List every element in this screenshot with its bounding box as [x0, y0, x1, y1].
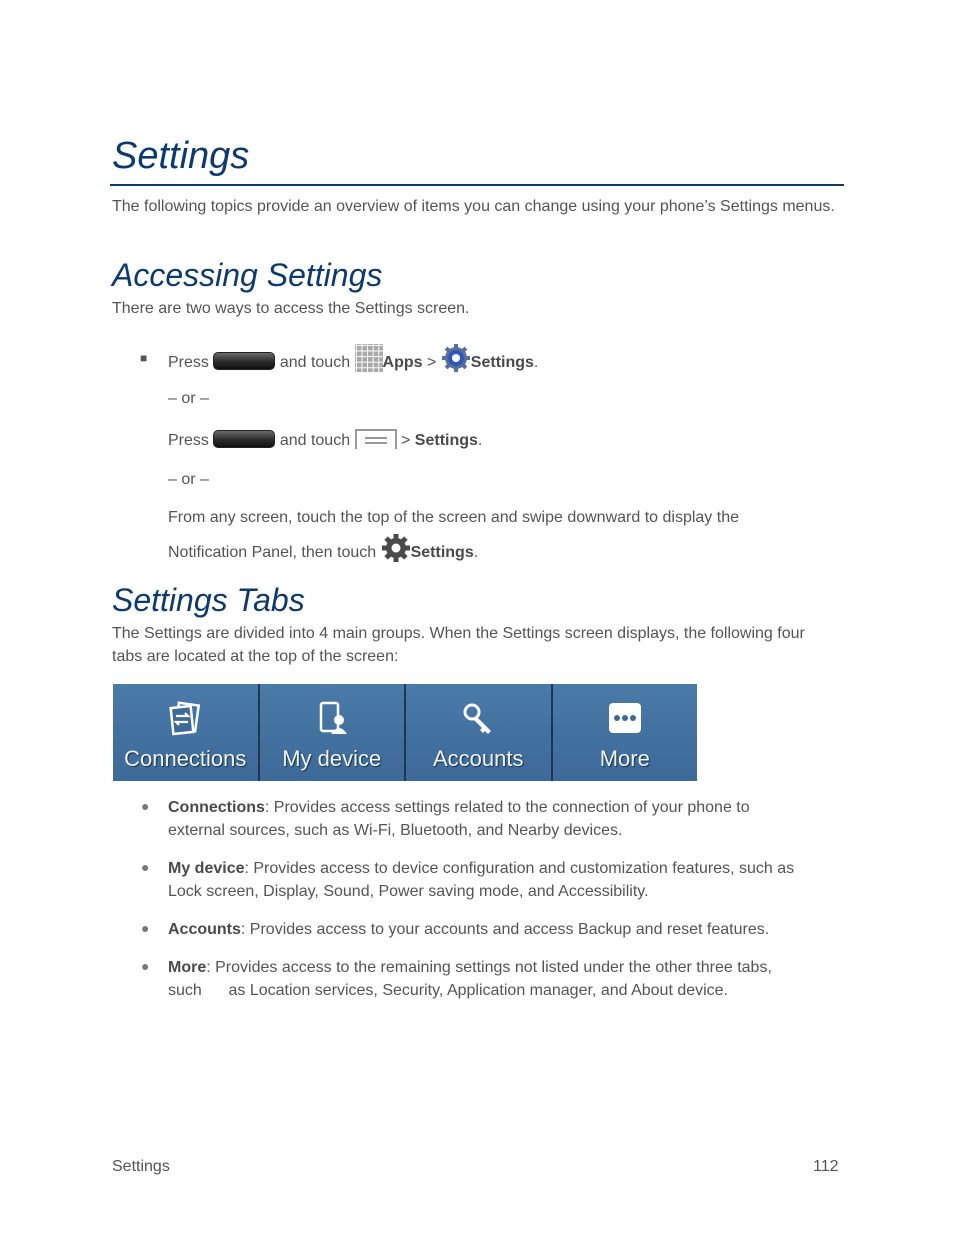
settings-label: Settings [414, 432, 478, 449]
home-key-icon [213, 352, 275, 370]
step-apps-settings [168, 343, 538, 379]
menu-key-icon [355, 429, 397, 449]
tab-my-device [260, 684, 407, 781]
footer-page-number: 112 [813, 1158, 839, 1175]
tab-label: My device [282, 746, 382, 771]
list-item-more [168, 957, 772, 979]
connections-icon [165, 698, 205, 738]
settings-tab-bar [113, 684, 697, 781]
my-device-icon [312, 698, 352, 738]
or-separator-2: – or – [168, 471, 209, 488]
apps-grid-icon [355, 344, 383, 372]
settings-label: Settings [470, 354, 534, 371]
step-menu-settings [168, 425, 482, 457]
tab-label: Accounts [433, 746, 524, 771]
more-dots-icon [605, 698, 645, 738]
home-key-icon [213, 430, 275, 448]
title-rule [110, 184, 844, 186]
accessing-settings-heading: Accessing Settings [112, 257, 383, 293]
settings-label: Settings [410, 544, 474, 561]
desc: : Provides access to device configuration and customization features, such as [244, 860, 795, 877]
desc: : Provides access to the remaining settings not listed under the other three tabs, [206, 959, 772, 976]
page-title: Settings [112, 135, 250, 177]
and-touch-text: and touch [279, 354, 351, 371]
settings-app-icon [441, 343, 471, 373]
term: Accounts [168, 921, 241, 938]
list-item-more-cont: such as Location services, Security, Application manager, and About device. [168, 982, 729, 999]
tab-accounts [406, 684, 553, 781]
accounts-key-icon [458, 698, 498, 738]
footer-section: Settings [112, 1158, 170, 1175]
bullet: ● [141, 920, 150, 936]
tab-more [553, 684, 698, 781]
gt-separator: > [427, 354, 437, 371]
gear-icon [381, 533, 411, 563]
step-notification-line1: From any screen, touch the top of the screen and swipe downward to display the [168, 509, 739, 526]
list-item-my-device [168, 858, 794, 880]
settings-tabs-heading: Settings Tabs [112, 582, 305, 618]
list-item-connections-cont: external sources, such as Wi-Fi, Bluetooth, and Nearby devices. [168, 822, 623, 839]
term: My device [168, 860, 245, 877]
term: More [168, 959, 207, 976]
period: . [473, 544, 479, 561]
or-separator-1: – or – [168, 390, 209, 407]
period: . [477, 432, 483, 449]
tab-connections [113, 684, 260, 781]
intro-paragraph: The following topics provide an overview of items you can change using your phone’s Settings menus. [112, 198, 835, 215]
apps-label: Apps [382, 354, 423, 371]
term: Connections [168, 799, 265, 816]
tab-label: Connections [124, 746, 247, 771]
desc: : Provides access settings related to the connection of your phone to [264, 799, 750, 816]
bullet: ● [141, 859, 150, 875]
tab-label: More [599, 746, 650, 771]
list-item-accounts [168, 919, 769, 941]
list-item-my-device-cont: Lock screen, Display, Sound, Power saving mode, and Accessibility. [168, 883, 649, 900]
press-text: Press [168, 432, 209, 449]
press-text: Press [168, 354, 209, 371]
list-item-connections [168, 797, 750, 819]
period: . [533, 354, 539, 371]
tabs-lead: The Settings are divided into 4 main groups. When the Settings screen displays, the following four tabs are located at the top of the screen: [112, 625, 805, 665]
square-bullet: ■ [140, 351, 148, 365]
bullet: ● [141, 958, 150, 974]
desc: : Provides access to your accounts and access Backup and reset features. [240, 921, 770, 938]
accessing-lead: There are two ways to access the Settings screen. [112, 300, 470, 317]
step-notification-line2 [168, 533, 478, 572]
bullet: ● [141, 798, 150, 814]
notification-panel-text: Notification Panel, then touch [168, 544, 377, 561]
gt-separator: > [401, 432, 411, 449]
and-touch-text: and touch [279, 432, 351, 449]
